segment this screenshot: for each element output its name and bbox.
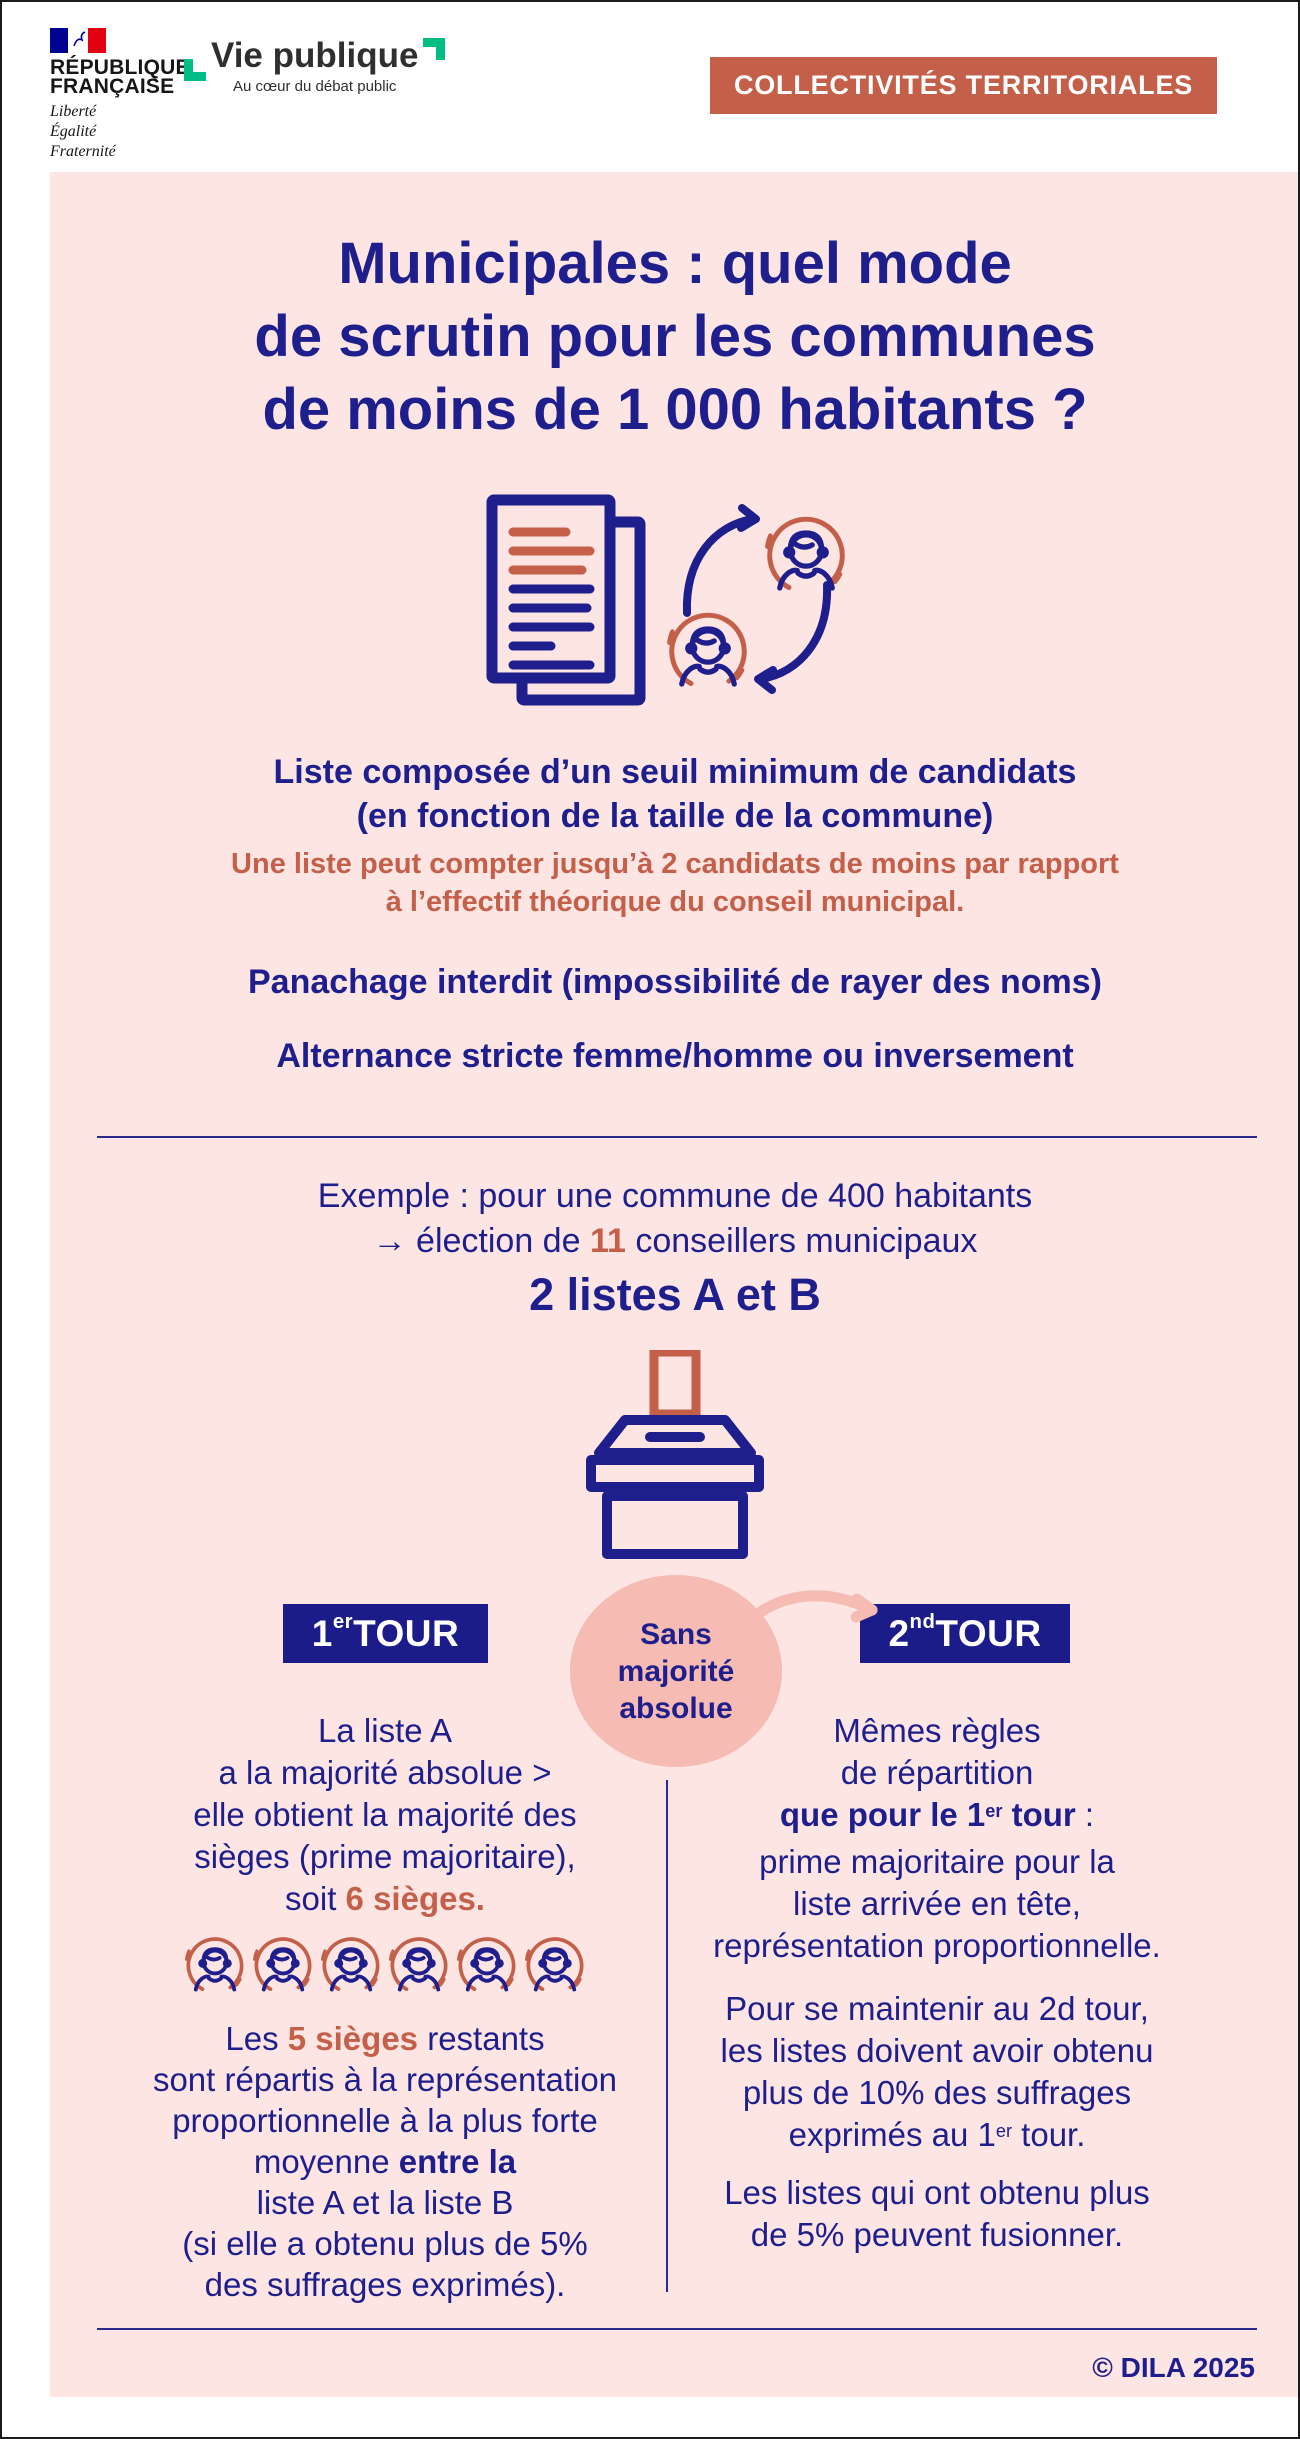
topic-badge: COLLECTIVITÉS TERRITORIALES bbox=[710, 57, 1217, 114]
seat-person-icon bbox=[386, 1927, 452, 1997]
ballot-box-icon bbox=[569, 1350, 781, 1560]
green-bracket-icon bbox=[423, 38, 445, 60]
candidates-rotation-icon bbox=[657, 497, 857, 702]
tour2-badge: 2 nd TOUR bbox=[860, 1604, 1070, 1663]
republique-francaise-logo bbox=[50, 28, 106, 58]
tour1-paragraph-1: La liste A a la majorité absolue > elle obtient la majorité des sièges (prime majoritaire), soit 6 sièges. bbox=[193, 1712, 577, 1917]
tour2-paragraph-3: Les listes qui ont obtenu plus de 5% peuvent fusionner. bbox=[724, 2174, 1150, 2253]
rf-motto: Liberté Égalité Fraternité bbox=[50, 103, 116, 160]
divider bbox=[97, 2328, 1257, 2330]
seat-person-icon bbox=[250, 1927, 316, 1997]
green-bracket-icon bbox=[184, 59, 206, 81]
candidate-list-icon bbox=[486, 494, 646, 709]
divider bbox=[97, 1136, 1257, 1138]
example-intro: Exemple : pour une commune de 400 habitants → élection de 11 conseillers municipaux bbox=[317, 1177, 1033, 1260]
rule-alternance: Alternance stricte femme/homme ou inversement bbox=[276, 1037, 1074, 1075]
curved-arrow-icon bbox=[728, 1580, 888, 1638]
rule-list-threshold: Liste composée d’un seuil minimum de candidats (en fonction de la taille de la commune) bbox=[273, 753, 1077, 835]
tour1-paragraph-2: Les 5 sièges restants sont répartis à la représentation proportionnelle à la plus forte moyenne entre la liste A et la liste B (si elle a obtenu plus de 5% des suffrages exprimés). bbox=[152, 2020, 618, 2303]
page-title: Municipales : quel mode de scrutin pour les communes de moins de 1 000 habitants ? bbox=[254, 231, 1096, 442]
seat-person-icon bbox=[182, 1927, 248, 1997]
tour2-paragraph-1: Mêmes règles de répartition que pour le 1er tour : prime majoritaire pour la liste arrivée en tête, représentation proportionnelle. bbox=[713, 1712, 1161, 1964]
vie-publique-logo bbox=[184, 38, 445, 95]
majority-seats-row bbox=[85, 1927, 685, 1997]
seat-person-icon bbox=[454, 1927, 520, 1997]
lists-title: 2 listes A et B bbox=[529, 1269, 821, 1320]
french-flag-icon bbox=[50, 28, 106, 53]
republique-francaise-wordmark: RÉPUBLIQUE FRANÇAISE bbox=[50, 56, 190, 98]
vie-publique-name: Vie publique bbox=[211, 36, 419, 75]
rule-list-threshold-note: Une liste peut compter jusqu’à 2 candidats de moins par rapport à l’effectif théorique du conseil municipal. bbox=[231, 848, 1119, 918]
copyright: © DILA 2025 bbox=[1092, 2352, 1255, 2383]
tour2-paragraph-2: Pour se maintenir au 2d tour, les listes doivent avoir obtenu plus de 10% des suffrages exprimés au 1er tour. bbox=[720, 1990, 1154, 2153]
tour1-badge: 1 er TOUR bbox=[283, 1604, 488, 1663]
no-absolute-majority-bubble: Sans majorité absolue bbox=[570, 1575, 782, 1767]
rule-panachage: Panachage interdit (impossibilité de rayer des noms) bbox=[247, 963, 1103, 1001]
seat-person-icon bbox=[318, 1927, 384, 1997]
vie-publique-tagline: Au cœur du débat public bbox=[233, 78, 397, 95]
seat-person-icon bbox=[522, 1927, 588, 1997]
